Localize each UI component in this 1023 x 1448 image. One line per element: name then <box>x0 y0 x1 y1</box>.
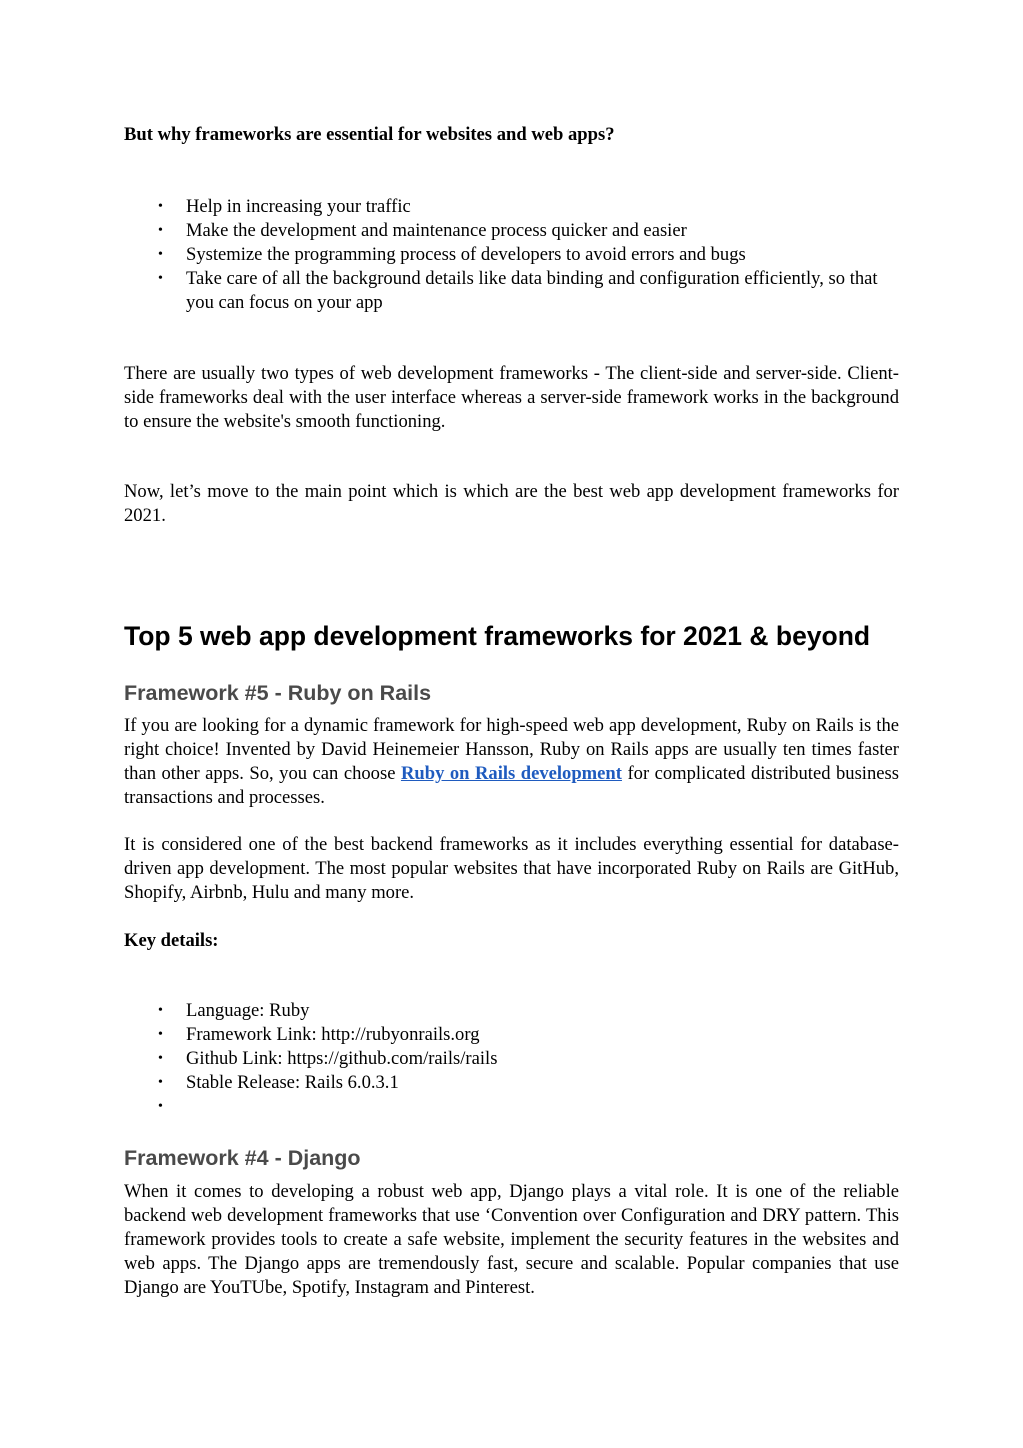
main-heading: Top 5 web app development frameworks for 2021 & beyond <box>124 621 871 651</box>
list-item: • Framework Link: http://rubyonrails.org <box>158 1024 480 1045</box>
list-item: • Stable Release: Rails 6.0.3.1 <box>158 1072 399 1093</box>
django-paragraph-1: When it comes to developing a robust web app, Django plays a vital role. It is one of the reliable backend web development frameworks that use ‘Convention over Configuration and DRY pattern. This framework provides tools to create a safe website, implement the security features in the websites and web apps. The Django apps are tremendously fast, secure and scalable. Popular companies that use Django are YouTUbe, Spotify, Instagram and Pinterest. <box>124 1181 899 1298</box>
bullet-icon: • <box>158 223 163 238</box>
ruby-on-rails-development-link[interactable]: Ruby on Rails development <box>400 763 622 784</box>
ror-paragraph-2: It is considered one of the best backend frameworks as it includes everything essential for database-driven app development. The most popular websites that have incorporated Ruby on Rails are GitHub, Shopify, Airbnb, Hulu and many more. <box>124 834 899 903</box>
bullet-icon: • <box>158 199 163 214</box>
django-heading: Framework #4 - Django <box>124 1146 361 1170</box>
bullet-icon: • <box>158 1099 163 1114</box>
intro-question: But why frameworks are essential for websites and web apps? <box>124 124 615 145</box>
list-item: • Help in increasing your traffic <box>158 196 411 217</box>
bullet-icon: • <box>158 1075 163 1090</box>
bullet-icon: • <box>158 1027 163 1042</box>
key-details-list <box>124 999 899 1119</box>
bullet-icon: • <box>158 1003 163 1018</box>
types-paragraph: There are usually two types of web development frameworks - The client-side and server-side. Client-side frameworks deal with the user interface whereas a server-side framework works in the background to ensure the website's smooth functioning. <box>124 363 899 432</box>
benefits-list <box>124 195 899 315</box>
ror-heading: Framework #5 - Ruby on Rails <box>124 681 432 705</box>
bullet-icon: • <box>158 271 163 286</box>
list-item: • Make the development and maintenance process quicker and easier <box>158 220 687 241</box>
transition-paragraph: Now, let’s move to the main point which is which are the best web app development frameworks for 2021. <box>124 481 899 526</box>
list-item <box>124 1095 899 1119</box>
list-item: • Take care of all the background details like data binding and configuration efficiently, so that you can focus on your app <box>158 268 878 313</box>
ror-paragraph-1: If you are looking for a dynamic framework for high-speed web app development, Ruby on Rails is the right choice! Invented by David Heinemeier Hansson, Ruby on Rails apps are usually ten times faster than other apps. So, you can choose Ruby on Rails development for complicated distributed business transactions and processes. <box>124 715 899 808</box>
list-item: • Language: Ruby <box>158 1000 310 1021</box>
key-details-label: Key details: <box>124 930 219 951</box>
bullet-icon: • <box>158 247 163 262</box>
list-item: • Github Link: https://github.com/rails/rails <box>158 1048 498 1069</box>
list-item: • Systemize the programming process of developers to avoid errors and bugs <box>158 244 746 265</box>
bullet-icon: • <box>158 1051 163 1066</box>
